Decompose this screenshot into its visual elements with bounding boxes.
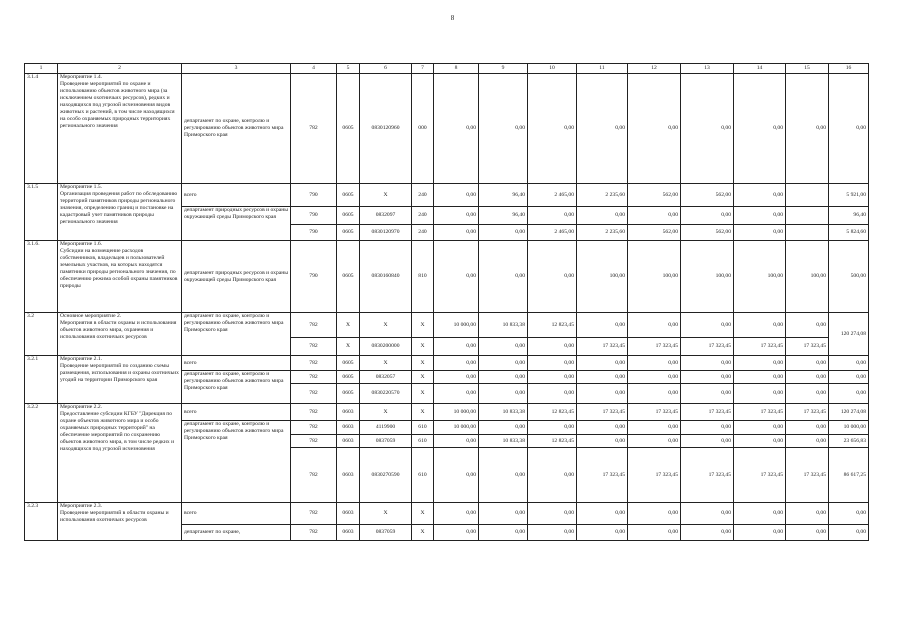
item-number: 3.2.3 xyxy=(25,503,58,541)
amount-cell: 17 323,45 xyxy=(681,404,734,421)
amount-cell: 0,00 xyxy=(528,421,577,435)
amount-cell: 17 323,45 xyxy=(786,338,829,356)
table-row xyxy=(25,404,869,421)
column-header: 4 xyxy=(291,64,337,74)
total-amount: 0,00 xyxy=(829,525,869,541)
amount-cell: 17 323,45 xyxy=(628,448,681,503)
amount-cell: 0,00 xyxy=(681,503,734,525)
total-amount: 0,00 xyxy=(829,371,869,384)
amount-cell: 100,00 xyxy=(734,241,786,313)
executor: всего xyxy=(182,503,291,525)
amount-cell: 0,00 xyxy=(681,384,734,404)
expense-type-code: 240 xyxy=(412,225,434,241)
total-amount: 5 824,60 xyxy=(829,225,869,241)
amount-cell: 100,00 xyxy=(786,241,829,313)
amount-cell: 10 000,00 xyxy=(434,421,479,435)
column-header: 11 xyxy=(577,64,628,74)
grbs-code: 782 xyxy=(291,313,337,338)
table-row xyxy=(25,356,869,371)
amount-cell: 0,00 xyxy=(734,421,786,435)
expense-type-code: 610 xyxy=(412,421,434,435)
target-article-code: 0830120970 xyxy=(360,225,412,241)
column-header: 8 xyxy=(434,64,479,74)
amount-cell: 0,00 xyxy=(734,435,786,448)
target-article-code: X xyxy=(360,356,412,371)
expense-type-code: X xyxy=(412,404,434,421)
amount-cell: 0,00 xyxy=(628,371,681,384)
grbs-code: 790 xyxy=(291,184,337,207)
column-header: 2 xyxy=(58,64,182,74)
amount-cell xyxy=(786,225,829,241)
amount-cell: 0,00 xyxy=(434,338,479,356)
target-article-code: 0837059 xyxy=(360,435,412,448)
total-amount: 86 617,25 xyxy=(829,448,869,503)
section-code: 0605 xyxy=(337,384,360,404)
executor: департамент по охране, xyxy=(182,525,291,541)
amount-cell: 0,00 xyxy=(681,525,734,541)
amount-cell: 0,00 xyxy=(628,421,681,435)
item-name: Мероприятие 2.2. Предоставление субсидии КГБУ "Дирекция по охране объектов животного мира и особо охраняемых природных территорий" на обеспечение мероприятий по сохранению объектов животного мира, в том числе редких и находящихся под угрозой исчезновения xyxy=(58,404,182,503)
amount-cell: 0,00 xyxy=(734,384,786,404)
amount-cell: 17 323,45 xyxy=(628,338,681,356)
grbs-code: 782 xyxy=(291,448,337,503)
amount-cell: 96,40 xyxy=(479,207,528,225)
amount-cell: 17 323,45 xyxy=(628,404,681,421)
total-amount: 0,00 xyxy=(829,384,869,404)
amount-cell: 100,00 xyxy=(681,241,734,313)
expense-type-code: 810 xyxy=(412,241,434,313)
total-amount: 0,00 xyxy=(829,356,869,371)
amount-cell xyxy=(786,184,829,207)
amount-cell: 0,00 xyxy=(528,525,577,541)
grbs-code: 782 xyxy=(291,404,337,421)
target-article-code: 4119900 xyxy=(360,421,412,435)
amount-cell: 0,00 xyxy=(681,313,734,338)
item-name: Мероприятие 2.3. Проведение мероприятий в области охраны и использования охотничьих ресурсов xyxy=(58,503,182,541)
amount-cell: 17 323,45 xyxy=(577,448,628,503)
amount-cell: 0,00 xyxy=(528,448,577,503)
amount-cell: 0,00 xyxy=(479,225,528,241)
amount-cell: 0,00 xyxy=(479,448,528,503)
column-header: 14 xyxy=(734,64,786,74)
page-number: 8 xyxy=(450,14,455,22)
amount-cell: 0,00 xyxy=(681,435,734,448)
grbs-code: 782 xyxy=(291,338,337,356)
table-row xyxy=(25,503,869,525)
amount-cell: 17 323,45 xyxy=(577,404,628,421)
amount-cell: 0,00 xyxy=(434,207,479,225)
amount-cell: 0,00 xyxy=(528,371,577,384)
amount-cell: 0,00 xyxy=(734,371,786,384)
amount-cell: 562,00 xyxy=(628,184,681,207)
amount-cell: 100,00 xyxy=(628,241,681,313)
section-code: 0605 xyxy=(337,371,360,384)
amount-cell: 0,00 xyxy=(528,338,577,356)
amount-cell: 0,00 xyxy=(681,207,734,225)
grbs-code: 782 xyxy=(291,435,337,448)
amount-cell: 0,00 xyxy=(434,435,479,448)
amount-cell: 17 323,45 xyxy=(577,338,628,356)
amount-cell: 0,00 xyxy=(734,356,786,371)
amount-cell: 0,00 xyxy=(479,384,528,404)
column-header: 3 xyxy=(182,64,291,74)
section-code: X xyxy=(337,338,360,356)
total-amount: 96,40 xyxy=(829,207,869,225)
amount-cell: 0,00 xyxy=(479,241,528,313)
amount-cell: 0,00 xyxy=(434,384,479,404)
target-article-code: X xyxy=(360,313,412,338)
amount-cell: 0,00 xyxy=(734,503,786,525)
amount-cell: 17 323,45 xyxy=(786,404,829,421)
amount-cell: 0,00 xyxy=(434,356,479,371)
table-row xyxy=(25,241,869,313)
amount-cell: 562,00 xyxy=(681,184,734,207)
amount-cell: 0,00 xyxy=(786,421,829,435)
executor: департамент по охране, контролю и регулированию объектов животного мира Приморского края xyxy=(182,313,291,356)
table-row xyxy=(25,313,869,338)
amount-cell: 0,00 xyxy=(479,421,528,435)
amount-cell: 0,00 xyxy=(628,313,681,338)
target-article-code: 0830120960 xyxy=(360,74,412,184)
amount-cell: 0,00 xyxy=(786,384,829,404)
total-amount: 120 274,08 xyxy=(829,313,869,356)
amount-cell: 0,00 xyxy=(577,384,628,404)
table-body xyxy=(25,64,869,541)
amount-cell: 0,00 xyxy=(786,525,829,541)
budget-table xyxy=(24,63,869,541)
amount-cell: 0,00 xyxy=(434,448,479,503)
amount-cell: 0,00 xyxy=(577,356,628,371)
amount-cell: 0,00 xyxy=(628,384,681,404)
amount-cell: 17 323,45 xyxy=(681,338,734,356)
amount-cell: 0,00 xyxy=(734,313,786,338)
expense-type-code: X xyxy=(412,371,434,384)
amount-cell: 0,00 xyxy=(681,356,734,371)
amount-cell: 0,00 xyxy=(528,503,577,525)
amount-cell: 0,00 xyxy=(479,371,528,384)
section-code: 0605 xyxy=(337,241,360,313)
amount-cell: 0,00 xyxy=(479,525,528,541)
target-article-code: X xyxy=(360,404,412,421)
amount-cell: 17 323,45 xyxy=(681,448,734,503)
amount-cell: 17 323,45 xyxy=(734,448,786,503)
amount-cell: 0,00 xyxy=(786,313,829,338)
amount-cell: 0,00 xyxy=(786,503,829,525)
amount-cell: 0,00 xyxy=(628,435,681,448)
amount-cell: 0,00 xyxy=(577,421,628,435)
amount-cell: 0,00 xyxy=(786,371,829,384)
amount-cell: 0,00 xyxy=(734,74,786,184)
amount-cell: 0,00 xyxy=(734,184,786,207)
table-row xyxy=(25,74,869,184)
section-code: 0605 xyxy=(337,184,360,207)
executor: департамент природных ресурсов и охраны окружающей среды Приморского края xyxy=(182,241,291,313)
expense-type-code: 000 xyxy=(412,74,434,184)
section-code: 0603 xyxy=(337,525,360,541)
expense-type-code: X xyxy=(412,525,434,541)
amount-cell: 17 323,45 xyxy=(734,404,786,421)
section-code: 0603 xyxy=(337,421,360,435)
amount-cell: 0,00 xyxy=(434,503,479,525)
amount-cell: 0,00 xyxy=(628,74,681,184)
column-header: 5 xyxy=(337,64,360,74)
column-header: 1 xyxy=(25,64,58,74)
grbs-code: 790 xyxy=(291,207,337,225)
item-name: Мероприятие 1.4. Проведение мероприятий по охране и использованию объектов животного мира (за исключением охотничьих ресурсов), редких и находящихся под угрозой исчезновения видов животных и растений, в том числе находящихся на особо охраняемых природных территориях регионального значения xyxy=(58,74,182,184)
amount-cell: 0,00 xyxy=(786,435,829,448)
column-header: 12 xyxy=(628,64,681,74)
executor: департамент по охране, контролю и регулированию объектов животного мира Приморского края xyxy=(182,74,291,184)
amount-cell: 0,00 xyxy=(434,74,479,184)
table-row xyxy=(25,184,869,207)
amount-cell: 0,00 xyxy=(577,74,628,184)
amount-cell: 0,00 xyxy=(577,525,628,541)
item-name: Основное мероприятие 2. Мероприятия в области охраны и использования объектов животного мира, охранения и использования охотничьих ресурсов xyxy=(58,313,182,356)
amount-cell: 0,00 xyxy=(434,525,479,541)
executor: всего xyxy=(182,184,291,207)
amount-cell: 0,00 xyxy=(434,241,479,313)
target-article-code: X xyxy=(360,503,412,525)
amount-cell: 0,00 xyxy=(681,371,734,384)
grbs-code: 782 xyxy=(291,503,337,525)
amount-cell: 0,00 xyxy=(434,184,479,207)
item-number: 3.2 xyxy=(25,313,58,356)
amount-cell: 0,00 xyxy=(628,525,681,541)
amount-cell: 2 465,00 xyxy=(528,225,577,241)
total-amount: 0,00 xyxy=(829,74,869,184)
amount-cell: 0,00 xyxy=(734,525,786,541)
total-amount: 500,00 xyxy=(829,241,869,313)
expense-type-code: 240 xyxy=(412,184,434,207)
grbs-code: 782 xyxy=(291,356,337,371)
item-number: 3.1.6. xyxy=(25,241,58,313)
amount-cell: 2 235,60 xyxy=(577,184,628,207)
expense-type-code: X xyxy=(412,503,434,525)
amount-cell: 100,00 xyxy=(577,241,628,313)
column-header: 15 xyxy=(786,64,829,74)
amount-cell: 0,00 xyxy=(786,356,829,371)
expense-type-code: 610 xyxy=(412,448,434,503)
column-header: 9 xyxy=(479,64,528,74)
amount-cell: 0,00 xyxy=(577,503,628,525)
item-number: 3.2.1 xyxy=(25,356,58,404)
column-number-row xyxy=(25,64,869,74)
amount-cell: 96,40 xyxy=(479,184,528,207)
target-article-code: X xyxy=(360,184,412,207)
expense-type-code: 610 xyxy=(412,435,434,448)
amount-cell: 0,00 xyxy=(628,356,681,371)
target-article-code: 0830270590 xyxy=(360,448,412,503)
expense-type-code: X xyxy=(412,384,434,404)
expense-type-code: X xyxy=(412,338,434,356)
column-header: 6 xyxy=(360,64,412,74)
amount-cell: 10 000,00 xyxy=(434,313,479,338)
amount-cell: 0,00 xyxy=(528,207,577,225)
executor: департамент по охране, контролю и регулированию объектов животного мира Приморского края xyxy=(182,371,291,404)
amount-cell: 562,00 xyxy=(681,225,734,241)
amount-cell: 0,00 xyxy=(577,313,628,338)
expense-type-code: X xyxy=(412,356,434,371)
expense-type-code: X xyxy=(412,313,434,338)
amount-cell: 0,00 xyxy=(528,356,577,371)
grbs-code: 782 xyxy=(291,421,337,435)
amount-cell: 0,00 xyxy=(577,435,628,448)
target-article-code: 0832097 xyxy=(360,207,412,225)
amount-cell: 0,00 xyxy=(681,421,734,435)
amount-cell: 0,00 xyxy=(434,371,479,384)
amount-cell: 17 323,45 xyxy=(786,448,829,503)
amount-cell: 0,00 xyxy=(628,207,681,225)
executor: департамент по охране, контролю и регулированию объектов животного мира Приморского края xyxy=(182,421,291,503)
grbs-code: 782 xyxy=(291,384,337,404)
grbs-code: 782 xyxy=(291,74,337,184)
total-amount: 23 656,83 xyxy=(829,435,869,448)
amount-cell: 0,00 xyxy=(528,74,577,184)
item-name: Мероприятие 1.6. Субсидии на возмещение расходов собственников, владельцев и пользователей земельных участков, на которых находятся памятники природы регионального значения, по обеспечению режима особой охраны памятников природы xyxy=(58,241,182,313)
section-code: 0605 xyxy=(337,356,360,371)
expense-type-code: 240 xyxy=(412,207,434,225)
amount-cell: 12 823,45 xyxy=(528,404,577,421)
amount-cell: 0,00 xyxy=(479,338,528,356)
column-header: 10 xyxy=(528,64,577,74)
amount-cell: 10 000,00 xyxy=(434,404,479,421)
amount-cell: 12 823,45 xyxy=(528,435,577,448)
section-code: 0605 xyxy=(337,225,360,241)
amount-cell: 0,00 xyxy=(528,241,577,313)
grbs-code: 790 xyxy=(291,225,337,241)
total-amount: 5 921,00 xyxy=(829,184,869,207)
item-name: Мероприятие 2.1. Проведение мероприятий по созданию схемы размещения, использования и охраны охотничьих угодий на территории Приморского края xyxy=(58,356,182,404)
amount-cell: 0,00 xyxy=(786,74,829,184)
column-header: 16 xyxy=(829,64,869,74)
section-code: 0603 xyxy=(337,448,360,503)
target-article-code: 0837059 xyxy=(360,525,412,541)
amount-cell: 0,00 xyxy=(528,384,577,404)
total-amount: 120 274,08 xyxy=(829,404,869,421)
item-number: 3.1.5 xyxy=(25,184,58,241)
amount-cell xyxy=(786,207,829,225)
amount-cell: 562,00 xyxy=(628,225,681,241)
executor: департамент природных ресурсов и охраны окружающей среды Приморского края xyxy=(182,207,291,241)
amount-cell: 0,00 xyxy=(734,207,786,225)
column-header: 13 xyxy=(681,64,734,74)
item-number: 3.2.2 xyxy=(25,404,58,503)
target-article-code: 0830220570 xyxy=(360,384,412,404)
total-amount: 10 000,00 xyxy=(829,421,869,435)
section-code: X xyxy=(337,313,360,338)
section-code: 0605 xyxy=(337,207,360,225)
amount-cell: 0,00 xyxy=(577,371,628,384)
section-code: 0603 xyxy=(337,503,360,525)
target-article-code: 0832057 xyxy=(360,371,412,384)
amount-cell: 0,00 xyxy=(479,503,528,525)
executor: всего xyxy=(182,404,291,421)
target-article-code: 0830200000 xyxy=(360,338,412,356)
amount-cell: 17 323,45 xyxy=(734,338,786,356)
item-number: 3.1.4 xyxy=(25,74,58,184)
grbs-code: 790 xyxy=(291,241,337,313)
grbs-code: 782 xyxy=(291,525,337,541)
amount-cell: 12 823,45 xyxy=(528,313,577,338)
column-header: 7 xyxy=(412,64,434,74)
amount-cell: 0,00 xyxy=(681,74,734,184)
amount-cell: 10 833,38 xyxy=(479,313,528,338)
amount-cell: 2 465,00 xyxy=(528,184,577,207)
amount-cell: 10 833,38 xyxy=(479,404,528,421)
section-code: 0603 xyxy=(337,404,360,421)
amount-cell: 2 235,60 xyxy=(577,225,628,241)
executor: всего xyxy=(182,356,291,371)
section-code: 0605 xyxy=(337,74,360,184)
amount-cell: 10 833,38 xyxy=(479,435,528,448)
item-name: Мероприятие 1.5. Организация проведения работ по обследованию территорий памятников природы регионального значения, определению границ и постановке на кадастровый учет памятников природы регионального значения xyxy=(58,184,182,241)
amount-cell: 0,00 xyxy=(479,356,528,371)
section-code: 0603 xyxy=(337,435,360,448)
amount-cell: 0,00 xyxy=(734,225,786,241)
amount-cell: 0,00 xyxy=(628,503,681,525)
amount-cell: 0,00 xyxy=(577,207,628,225)
total-amount: 0,00 xyxy=(829,503,869,525)
amount-cell: 0,00 xyxy=(434,225,479,241)
grbs-code: 782 xyxy=(291,371,337,384)
amount-cell: 0,00 xyxy=(479,74,528,184)
target-article-code: 0830160840 xyxy=(360,241,412,313)
